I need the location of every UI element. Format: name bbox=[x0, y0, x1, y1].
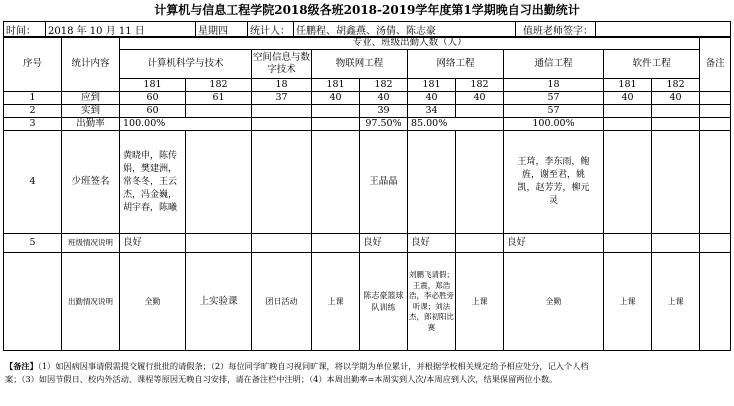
actual-iot-181 bbox=[312, 105, 360, 118]
row-seq: 5 bbox=[4, 234, 62, 253]
row-seq: 1 bbox=[4, 92, 62, 105]
cond-net-182 bbox=[456, 234, 504, 253]
header-group: 专业、班级出勤人数（人） bbox=[120, 37, 700, 50]
due-cs-181: 60 bbox=[120, 92, 186, 105]
remark-cell bbox=[700, 131, 731, 234]
rate-comm: 100.00% bbox=[504, 118, 604, 131]
class-iot-181: 181 bbox=[312, 79, 360, 92]
attendance-table bbox=[3, 36, 731, 351]
row-seq: 3 bbox=[4, 118, 62, 131]
page-title: 计算机与信息工程学院2018级各班2018-2019学年度第1学期晚自习出勤统计 bbox=[154, 3, 580, 17]
row-seq: 2 bbox=[4, 105, 62, 118]
notes-line-1 bbox=[5, 360, 728, 373]
cond-cs-182 bbox=[186, 234, 252, 253]
cond-iot-182: 良好 bbox=[360, 234, 408, 253]
absent-sw-182 bbox=[652, 131, 700, 234]
att-sw-182: 上课 bbox=[652, 253, 700, 351]
header-stat: 统计内容 bbox=[62, 37, 120, 92]
due-net-182: 40 bbox=[456, 92, 504, 105]
stats-label: 统计人： bbox=[248, 22, 294, 38]
due-comm: 57 bbox=[504, 92, 604, 105]
class-net-181: 181 bbox=[408, 79, 456, 92]
major-software: 软件工程 bbox=[604, 50, 700, 79]
due-net-181: 40 bbox=[408, 92, 456, 105]
row-due bbox=[4, 92, 731, 105]
notes-text-2: 案；（3）如因节假日、校内外活动、课程等原因无晚自习安排，请在备注栏中注明；（4）本周出勤率=本周实到人次/本周应到人次，结果保留两位小数。 bbox=[5, 374, 558, 384]
major-network: 网络工程 bbox=[408, 50, 504, 79]
class-spatial-18: 18 bbox=[252, 79, 312, 92]
row-label: 出勤情况说明 bbox=[62, 253, 120, 351]
absent-net-182 bbox=[456, 131, 504, 234]
due-sw-181: 40 bbox=[604, 92, 652, 105]
row-label: 少班签名 bbox=[62, 131, 120, 234]
att-net-182: 上课 bbox=[456, 253, 504, 351]
remark-cell bbox=[700, 105, 731, 118]
class-comm-18: 18 bbox=[504, 79, 604, 92]
remark-cell bbox=[700, 92, 731, 105]
class-net-182: 182 bbox=[456, 79, 504, 92]
att-cs-182: 上实验课 bbox=[186, 253, 252, 351]
row-actual bbox=[4, 105, 731, 118]
absent-iot-182: 王晶晶 bbox=[360, 131, 408, 234]
cond-sw-182 bbox=[652, 234, 700, 253]
due-cs-182: 61 bbox=[186, 92, 252, 105]
absent-net-181 bbox=[408, 131, 456, 234]
att-iot-181: 上课 bbox=[312, 253, 360, 351]
class-cs-182: 182 bbox=[186, 79, 252, 92]
remark-cell bbox=[700, 234, 731, 253]
att-cs-181: 全勤 bbox=[120, 253, 186, 351]
absent-sw-181 bbox=[604, 131, 652, 234]
rate-sw-182 bbox=[652, 118, 700, 131]
rate-spatial bbox=[252, 118, 312, 131]
actual-sw-181 bbox=[604, 105, 652, 118]
class-sw-182: 182 bbox=[652, 79, 700, 92]
att-comm: 全勤 bbox=[504, 253, 604, 351]
due-iot-182: 40 bbox=[360, 92, 408, 105]
major-iot: 物联网工程 bbox=[312, 50, 408, 79]
row-attendance bbox=[4, 253, 731, 351]
class-sw-181: 181 bbox=[604, 79, 652, 92]
att-spatial: 团日活动 bbox=[252, 253, 312, 351]
due-spatial: 37 bbox=[252, 92, 312, 105]
actual-cs-182 bbox=[186, 105, 252, 118]
row-label: 出勤率 bbox=[62, 118, 120, 131]
absent-spatial bbox=[252, 131, 312, 234]
notes-block bbox=[3, 358, 730, 388]
remark-cell bbox=[700, 253, 731, 351]
att-sw-181: 上课 bbox=[604, 253, 652, 351]
row-label: 应到 bbox=[62, 92, 120, 105]
rate-net: 85.00% bbox=[408, 118, 504, 131]
actual-net-182 bbox=[456, 105, 504, 118]
notes-head: 【备注】 bbox=[5, 361, 38, 371]
time-label: 时间： bbox=[4, 22, 46, 38]
actual-iot-182: 39 bbox=[360, 105, 408, 118]
att-net-181: 刘鹏飞请假；王震，郑浩浩，李必胜旁听课；刘法杰，郎初阳比赛 bbox=[408, 253, 456, 351]
teacher-label: 值班老师签字： bbox=[516, 22, 596, 38]
absent-comm: 王琦，李东雨，鲍旌，谢至君，姚凯，赵芳芳，柳元灵 bbox=[504, 131, 604, 234]
major-cs: 计算机科学与技术 bbox=[120, 50, 252, 79]
row-label: 实到 bbox=[62, 105, 120, 118]
class-cs-181: 181 bbox=[120, 79, 186, 92]
weekday-value: 星期四 bbox=[196, 22, 248, 38]
header-seq: 序号 bbox=[4, 37, 62, 92]
actual-net-181: 34 bbox=[408, 105, 456, 118]
cond-sw-181 bbox=[604, 234, 652, 253]
actual-comm: 57 bbox=[504, 105, 604, 118]
header-remark: 备注 bbox=[700, 37, 731, 92]
row-label: 班级情况说明 bbox=[62, 234, 120, 253]
absent-cs-181: 黄晓申，陈传娟，樊建洲，常冬冬，王云杰，冯金巍，胡宇春，陈曦 bbox=[120, 131, 186, 234]
major-spatial: 空间信息与数字技术 bbox=[252, 50, 312, 79]
row-condition bbox=[4, 234, 731, 253]
row-rate bbox=[4, 118, 731, 131]
due-sw-182: 40 bbox=[652, 92, 700, 105]
actual-cs-181: 60 bbox=[120, 105, 186, 118]
cond-net-181: 良好 bbox=[408, 234, 456, 253]
notes-text-1: （1）如因病因事请假需提交履行批批的请假条；（2）每位同学旷晚自习视同旷课，将以学期为单位累计，并根据学校相关规定给予相应处分，记入个人档 bbox=[37, 361, 589, 371]
major-comm: 通信工程 bbox=[504, 50, 604, 79]
absent-cs-182 bbox=[186, 131, 252, 234]
cond-comm: 良好 bbox=[504, 234, 604, 253]
cond-cs-181: 良好 bbox=[120, 234, 186, 253]
date-value: 2018 年 10 月 11 日 bbox=[46, 22, 196, 38]
cond-iot-181 bbox=[312, 234, 360, 253]
cond-spatial bbox=[252, 234, 312, 253]
absent-iot-181 bbox=[312, 131, 360, 234]
class-iot-182: 182 bbox=[360, 79, 408, 92]
rate-cs: 100.00% bbox=[120, 118, 252, 131]
actual-spatial bbox=[252, 105, 312, 118]
row-absent bbox=[4, 131, 731, 234]
stats-people: 任鹏程、胡鑫燕、汤倩、陈志豪 bbox=[294, 22, 516, 38]
due-iot-181: 40 bbox=[312, 92, 360, 105]
row-seq: 4 bbox=[4, 131, 62, 234]
actual-sw-182 bbox=[652, 105, 700, 118]
rate-sw-181 bbox=[604, 118, 652, 131]
remark-cell bbox=[700, 118, 731, 131]
rate-iot-181 bbox=[312, 118, 360, 131]
rate-iot-182: 97.50% bbox=[360, 118, 408, 131]
row-seq bbox=[4, 253, 62, 351]
att-iot-182: 陈志豪篮球队训练 bbox=[360, 253, 408, 351]
